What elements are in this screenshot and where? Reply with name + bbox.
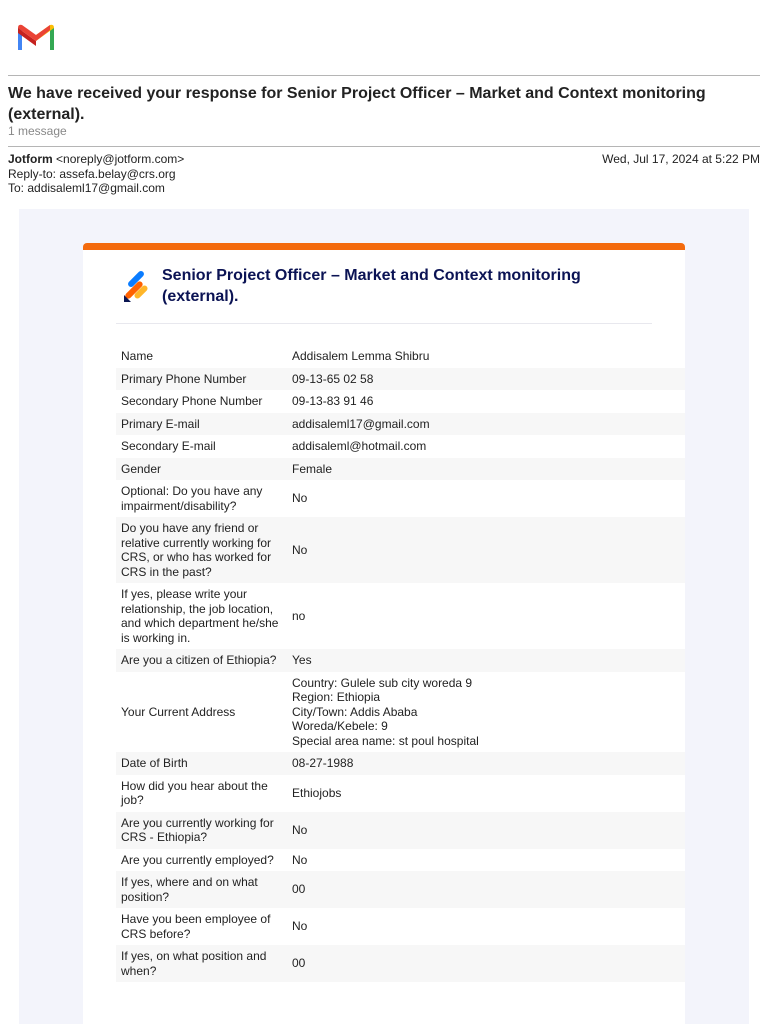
table-row [116,945,685,982]
submission-table [116,345,685,982]
field-label: Are you currently employed? [121,852,274,867]
field-value: 09-13-83 91 46 [292,394,374,408]
table-row [116,812,685,849]
title-divider [116,323,652,324]
field-value: No [287,812,685,849]
field-value: no [292,608,306,623]
table-row [116,390,685,413]
recipient: To: addisaleml17@gmail.com [8,181,165,195]
table-row [116,672,685,753]
gmail-logo-icon [16,22,56,52]
email-date: Wed, Jul 17, 2024 at 5:22 PM [602,152,760,166]
table-row [116,345,685,368]
table-row [116,908,685,945]
table-row [116,583,685,649]
message-count: 1 message [8,124,67,138]
form-title: Senior Project Officer – Market and Context monitoring (external). [162,267,581,305]
field-value[interactable]: addisaleml17@gmail.com [287,413,685,436]
field-label: Secondary E-mail [121,439,216,453]
field-value: 00 [287,871,685,908]
table-row [116,752,685,775]
field-value: 09-13-65 02 58 [287,368,685,391]
table-row [116,517,685,583]
field-value: No [292,919,308,934]
field-value: Addisalem Lemma Shibru [292,349,430,363]
field-label: Gender [116,458,287,481]
jotform-logo-icon [123,271,151,303]
field-label: If yes, please write your relationship, the job location, and which department he/she is working in. [121,587,279,645]
field-value: Country: Gulele sub city woreda 9 Region: Ethiopia City/Town: Addis Ababa Woreda/Kebele: 9 Special area name: st poul hospital [292,675,479,748]
table-row [116,458,685,481]
sender-block [8,152,184,196]
table-row [116,649,685,672]
table-row [116,849,685,872]
field-label: Primary E-mail [116,413,287,436]
field-label: Optional: Do you have any impairment/disability? [121,484,263,513]
field-value: Ethiojobs [292,785,342,800]
field-label: Are you a citizen of Ethiopia? [116,649,287,672]
field-label: Name [121,349,154,363]
field-value: Yes [287,649,685,672]
table-row [116,480,685,517]
field-value: 08-27-1988 [287,752,685,775]
table-row [116,775,685,812]
table-row [116,368,685,391]
table-row [116,871,685,908]
field-label: Primary Phone Number [116,368,287,391]
reply-to: Reply-to: assefa.belay@crs.org [8,166,176,181]
sender-name[interactable]: Jotform [8,152,53,166]
field-label: Secondary Phone Number [121,394,263,408]
table-row [116,435,685,458]
field-value: No [292,491,308,506]
field-label: How did you hear about the job? [121,778,268,807]
field-value[interactable]: addisaleml@hotmail.com [292,439,427,453]
header-divider [8,75,760,76]
field-label: Have you been employee of CRS before? [121,912,271,941]
email-subject: We have received your response for Senior Project Officer – Market and Context monitoring (external). [8,85,706,123]
field-label: Your Current Address [121,704,236,719]
field-label: Date of Birth [116,752,287,775]
field-value: No [292,852,308,867]
field-value: Female [287,458,685,481]
field-label: If yes, where and on what position? [116,871,287,908]
field-value: 00 [287,945,685,982]
field-label: Are you currently working for CRS - Ethiopia? [116,812,287,849]
message-divider [8,146,760,147]
table-row [116,413,685,436]
field-value: No [287,517,685,583]
sender-email: <noreply@jotform.com> [56,152,185,166]
field-label: If yes, on what position and when? [116,945,287,982]
field-label: Do you have any friend or relative currently working for CRS, or who has worked for CRS in the past? [116,517,287,583]
